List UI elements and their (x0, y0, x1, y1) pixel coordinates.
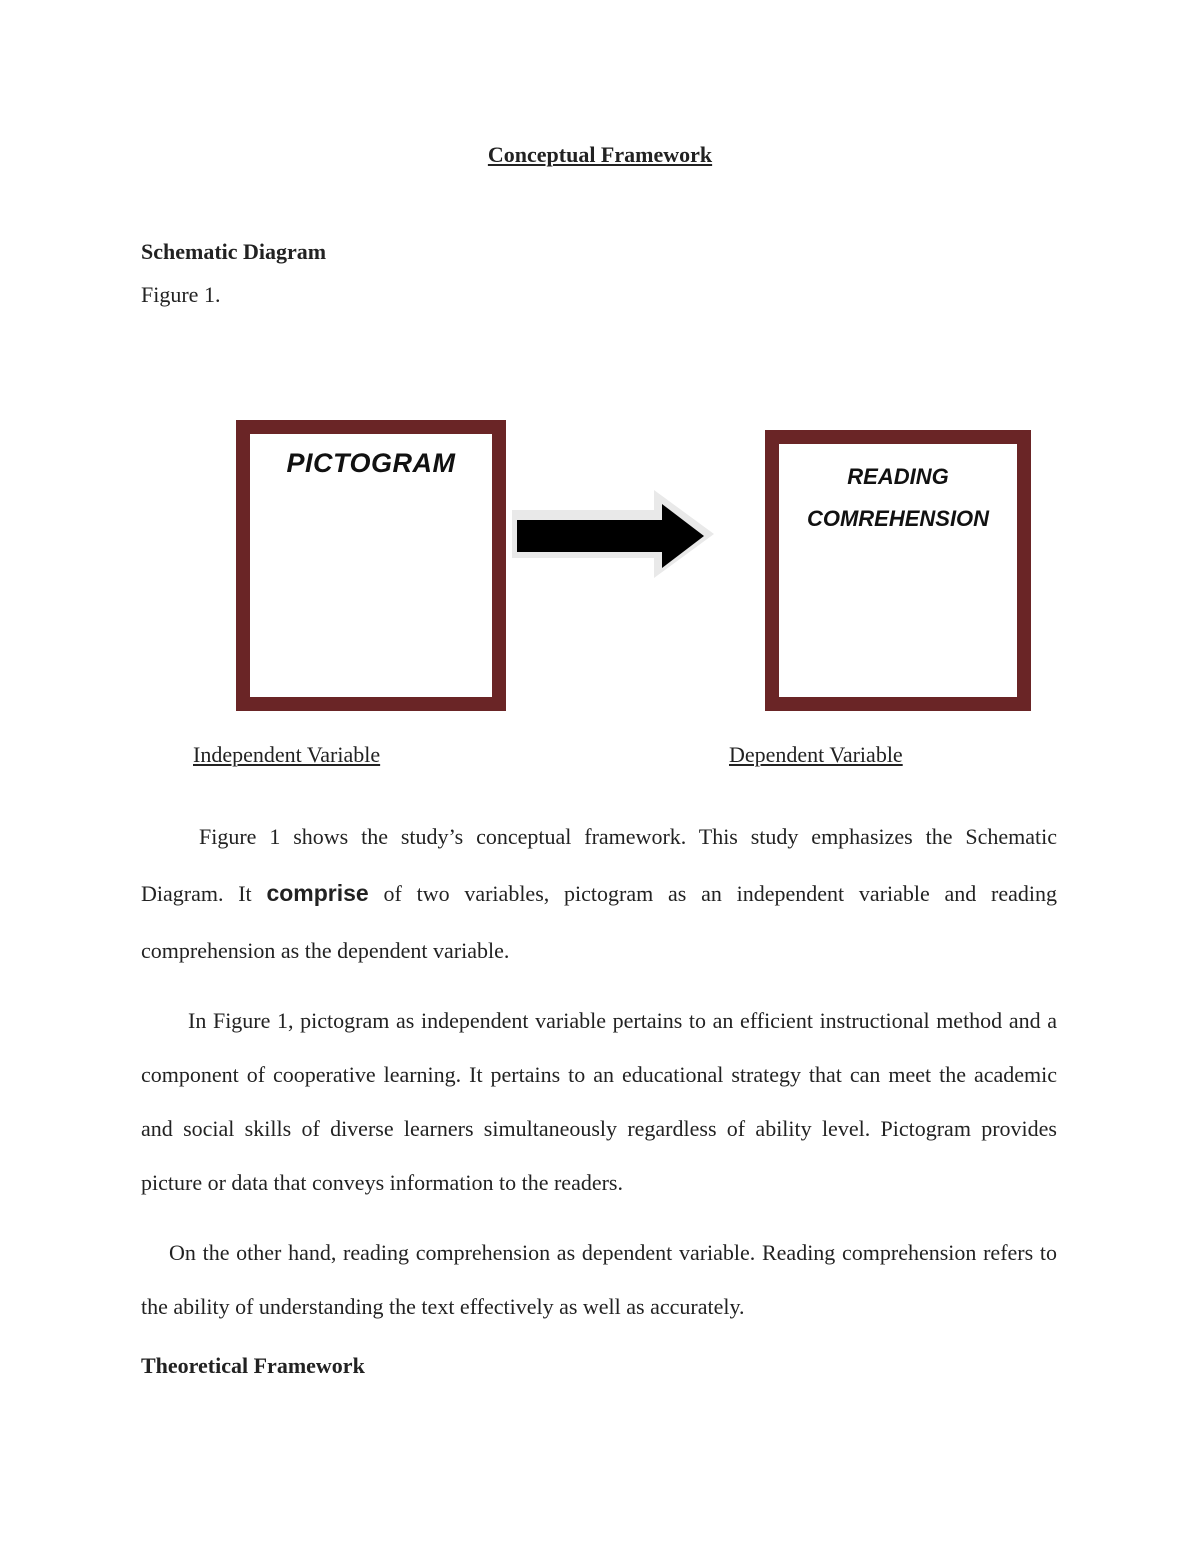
dependent-variable-label: Dependent Variable (729, 742, 903, 767)
reading-label-line1: READING (847, 464, 949, 489)
paragraph1-start: Figure 1 shows the study’s conceptual framework. This study emphasizes the Schematic Diagram. It (141, 824, 1057, 906)
right-arrow-icon (508, 488, 718, 580)
schematic-diagram-heading: Schematic Diagram (141, 239, 327, 264)
reading-label-line2: COMREHENSION (806, 506, 990, 531)
theoretical-framework-heading: Theoretical Framework (141, 1353, 365, 1378)
dependent-variable-box (765, 430, 1031, 711)
independent-variable-box (236, 420, 506, 711)
figure-label: Figure 1. (141, 282, 221, 307)
paragraph-independent-variable: In Figure 1, pictogram as independent variable pertains to an efficient instructional method and a component of cooperative learning. It pertains to an educational strategy that can meet the academic and social skills of diverse learners simultaneously regardless of ability level. Pictogram provides picture or data that conveys information to the readers. (141, 1008, 1057, 1195)
page-title: Conceptual Framework (487, 142, 713, 167)
paragraph1-end: of two variables, pictogram as an independent variable and reading comprehension as the dependent variable. (141, 881, 1057, 963)
pictogram-box-label: PICTOGRAM (286, 448, 456, 478)
paragraph1-emphasis: comprise (266, 880, 369, 906)
paragraph-dependent-variable: On the other hand, reading comprehension as dependent variable. Reading comprehension refers to the ability of understanding the text effectively as well as accurately. (141, 1240, 1057, 1319)
paragraph-figure-description (141, 808, 1057, 979)
independent-variable-label: Independent Variable (193, 742, 381, 767)
reading-comprehension-box-label (779, 456, 1017, 540)
